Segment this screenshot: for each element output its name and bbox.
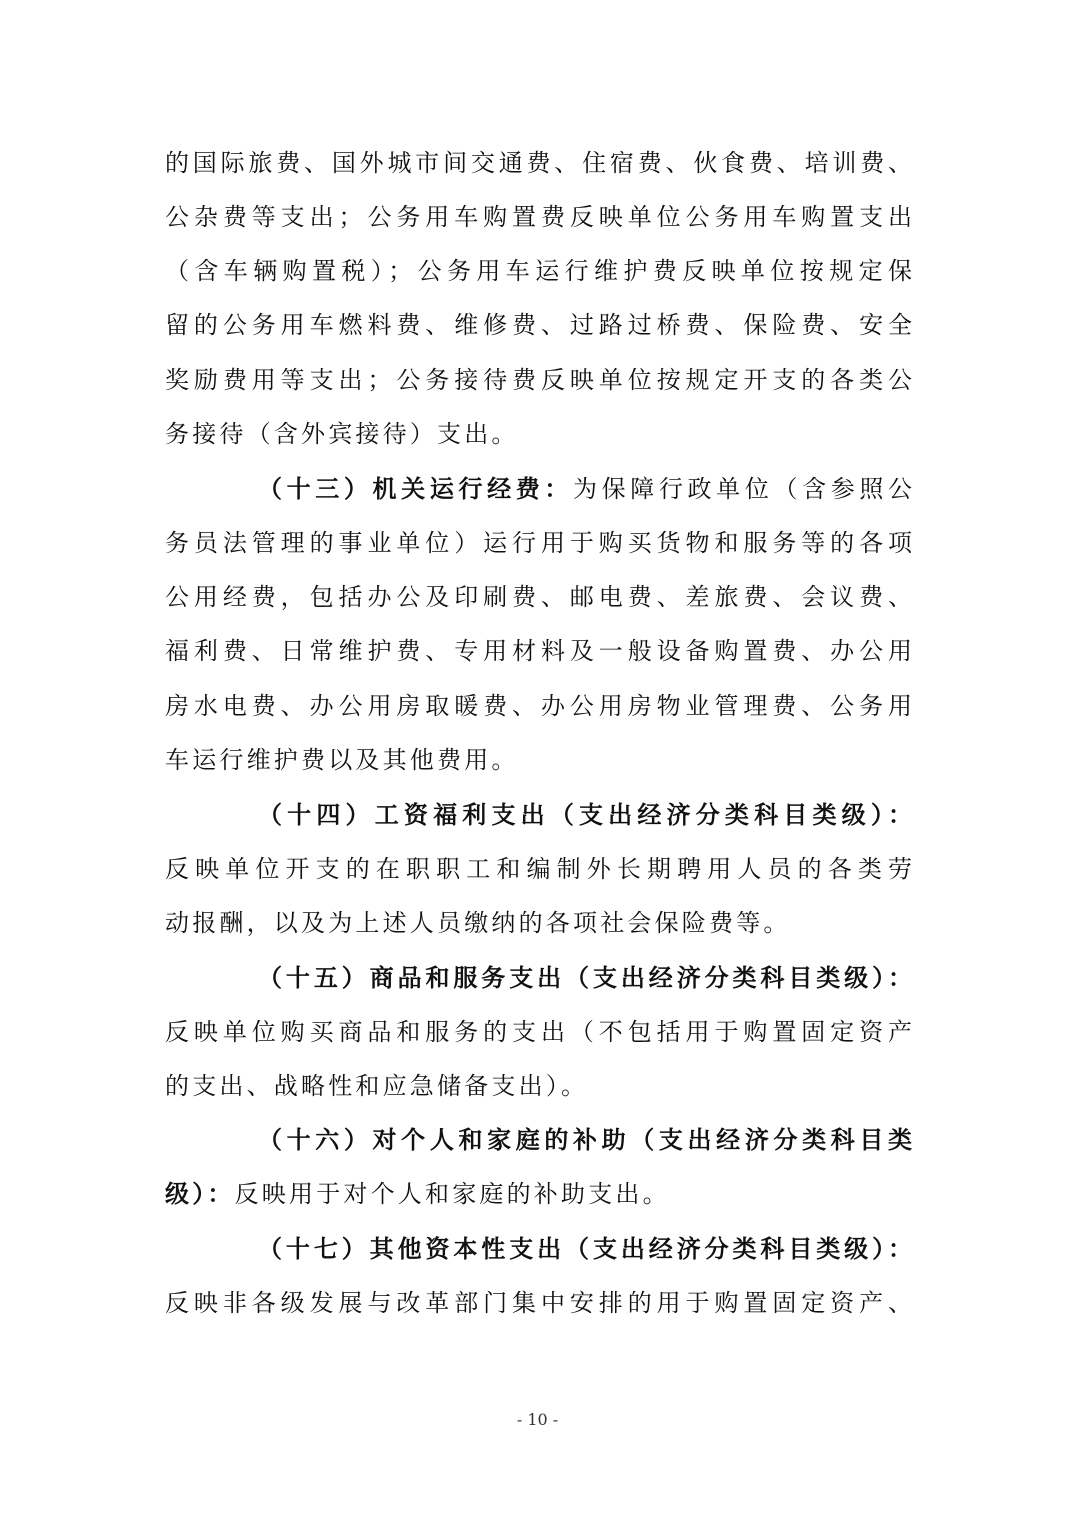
paragraph-line [165,690,912,722]
body-text: 的国际旅费、国外城市间交通费、住宿费、伙食费、培训费、 [165,149,912,177]
body-text: 务员法管理的事业单位）运行用于购买货物和服务等的各项 [165,529,912,557]
bold-heading-text: （十四）工资福利支出（支出经济分类科目类级）： [258,800,912,829]
body-text: 留的公务用车燃料费、维修费、过路过桥费、保险费、安全 [165,311,912,339]
bold-heading-text: （十六）对个人和家庭的补助（支出经济分类科目类 [258,1125,912,1154]
body-text: 公杂费等支出；公务用车购置费反映单位公务用车购置支出 [165,203,912,231]
section-heading-line [258,962,912,994]
paragraph-line [165,907,912,939]
paragraph-line [165,1070,912,1102]
body-text: 福利费、日常维护费、专用材料及一般设备购置费、办公用 [165,637,912,665]
paragraph-line [165,744,912,776]
paragraph-line [165,581,912,613]
paragraph-line [258,473,912,505]
body-text: 务接待（含外宾接待）支出。 [165,420,519,448]
body-text: 的支出、战略性和应急储备支出）。 [165,1072,589,1100]
paragraph-line [165,527,912,559]
body-text: 奖励费用等支出；公务接待费反映单位按规定开支的各类公 [165,366,912,394]
paragraph-line [165,1016,912,1048]
paragraph-line [165,1287,912,1319]
body-text: 反映单位开支的在职职工和编制外长期聘用人员的各类劳 [165,855,912,883]
body-text: 公用经费，包括办公及印刷费、邮电费、差旅费、会议费、 [165,583,912,611]
paragraph-line [165,255,912,287]
bold-heading-text: （十三）机关运行经费： [258,474,573,503]
body-text: 动报酬，以及为上述人员缴纳的各项社会保险费等。 [165,909,791,937]
body-text: 车运行维护费以及其他费用。 [165,746,519,774]
bold-heading-text: 级）： [165,1179,235,1208]
body-text: 反映非各级发展与改革部门集中安排的用于购置固定资产、 [165,1289,912,1317]
section-heading-line [258,1233,912,1265]
paragraph-line [165,1178,912,1210]
page-number: - 10 - [516,1410,559,1429]
body-text: 为保障行政单位（含参照公 [573,475,912,503]
section-heading-line [258,799,912,831]
paragraph-line [165,364,912,396]
paragraph-line [165,635,912,667]
paragraph-line [165,418,912,450]
paragraph-line [165,309,912,341]
bold-heading-text: （十五）商品和服务支出（支出经济分类科目类级）： [258,963,912,992]
section-heading-line [258,1124,912,1156]
body-text: （含车辆购置税）；公务用车运行维护费反映单位按规定保 [165,257,912,285]
paragraph-line [165,853,912,885]
paragraph-line [165,147,912,179]
bold-heading-text: （十七）其他资本性支出（支出经济分类科目类级）： [258,1234,912,1263]
body-text: 房水电费、办公用房取暖费、办公用房物业管理费、公务用 [165,692,912,720]
body-text: 反映单位购买商品和服务的支出（不包括用于购置固定资产 [165,1018,912,1046]
paragraph-line [165,201,912,233]
body-text: 反映用于对个人和家庭的补助支出。 [234,1180,670,1208]
